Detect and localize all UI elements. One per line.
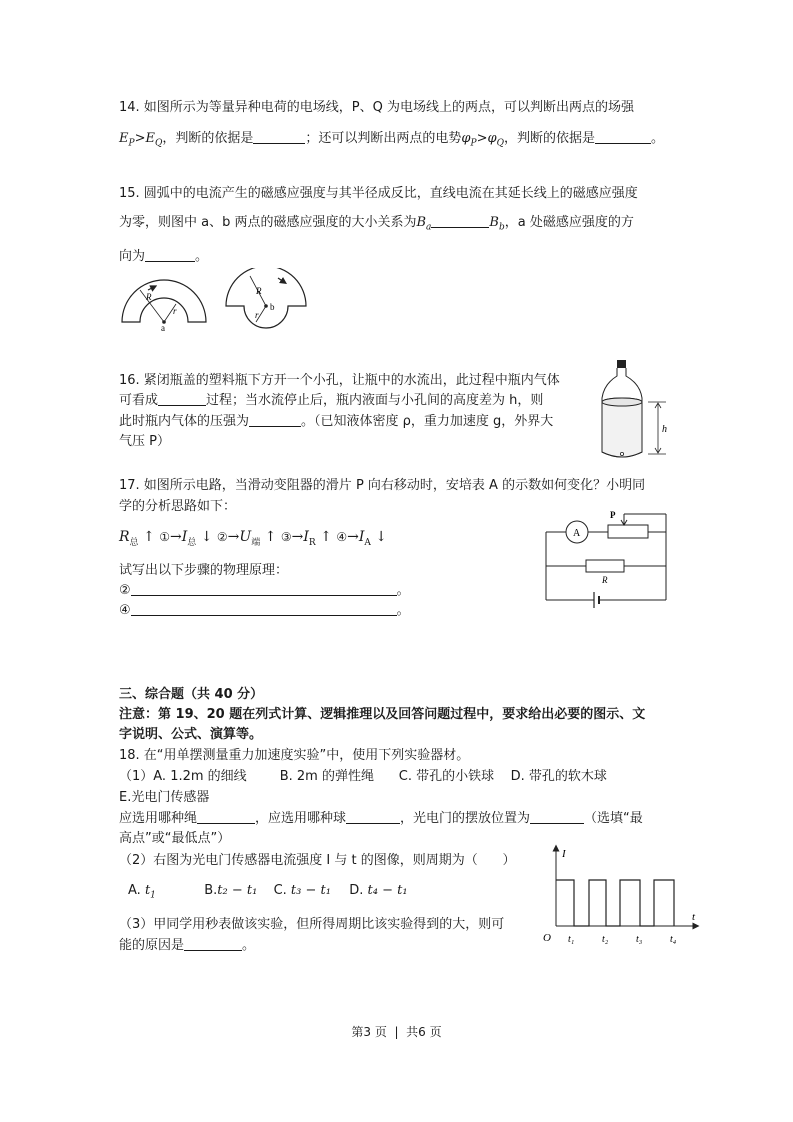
q18-graph-t3: t₃ [636,934,643,945]
q18-line6: （2）右图为光电门传感器电流强度 I 与 t 的图像，则周期为（ ） [119,853,516,868]
q16-bottle-figure [596,358,678,464]
q18-opt-b-label: B. [204,883,218,898]
q18-opt-a-sub: 1 [150,890,156,901]
q15-fig-a-R: R [146,292,152,302]
q14-e-symbol: E [119,131,129,146]
q18-line9 [119,937,255,955]
q18-line2: （1）A. 1.2m 的细线 B. 2m 的弹性绳 C. 带孔的小铁球 D. 带孔的软木球 [119,769,607,784]
q15-b-b: B [489,215,499,230]
section3-note2: 字说明、公式、演算等。 [119,727,263,742]
q18-opt-a-val: t [144,883,151,898]
q18-graph-t: t [692,911,696,923]
q18-options [128,882,408,905]
q15-line1: 15. 圆弧中的电流产生的磁感应强度与其半径成反比，直线电流在其延长线上的磁感应强度 [119,186,638,201]
q18-graph-t4: t₄ [670,934,677,945]
chain-step-3: ③ [280,530,292,544]
chain-i-r: I [303,529,309,545]
q16-line2 [119,392,543,410]
q14-phi-2: φ [487,131,497,146]
chain-r-total: R [119,529,130,545]
chain-i-a-sub: A [364,537,371,548]
q18-opt-a[interactable] [128,883,156,901]
q17-fig-R: R [602,575,608,585]
q16-fig-h: h [662,424,667,435]
chain-i-r-sub: R [308,537,316,548]
q18-line4 [119,810,643,828]
q17-step2-label: ② [119,583,131,598]
q15-b-a-sub: a [426,222,432,233]
chain-arrow-up-2: ↑ [264,529,277,545]
q16-line4: 气压 P） [119,434,170,449]
chain-i-total-sub: 总 [187,537,197,548]
q18-blank-reason[interactable] [184,937,242,951]
q14-phi-p-sub: P [470,138,477,149]
q16-blank-1[interactable] [158,392,206,406]
chain-u-end: U [239,529,252,545]
q15-fig-b-R: R [256,286,262,296]
q16-line1: 16. 紧闭瓶盖的塑料瓶下方开一个小孔，让瓶中的水流出，此过程中瓶内气体 [119,373,560,388]
q18-graph-O: O [543,932,551,944]
q15-fig-b-r: r [255,310,259,320]
q18-it-graph [540,842,706,946]
q18-opt-d[interactable] [349,883,407,898]
q16-line2a: 可看成 [119,393,159,408]
q15-line2a: 为零，则图中 a、b 两点的磁感应强度的大小关系为 [119,215,417,230]
q18-opt-c-label: C. [273,883,287,898]
q15-line3 [119,248,208,266]
q18-graph-t1: t₁ [568,934,575,945]
q18-end: 。 [242,938,256,953]
q16-line3a: 此时瓶内气体的压强为 [119,414,250,429]
q16-line2b: 过程；当水流停止后，瓶内液面与小孔间的高度差为 h，则 [206,393,544,408]
q18-graph-t2: t₂ [602,934,609,945]
q17-line4: 试写出以下步骤的物理原理： [119,563,289,578]
q14-end: 。 [650,131,664,146]
chain-r-total-sub: 总 [129,537,139,548]
q14-gt: > [134,131,146,146]
q18-opt-d-val: t₄ − t₁ [367,883,408,898]
chain-arrow-down-1: ↓ [200,529,213,545]
q18-graph-I: I [562,848,566,860]
chain-i-a: I [358,529,365,545]
q18-line3: E.光电门传感器 [119,790,210,805]
page-footer: 第3 页 | 共6 页 [351,1025,442,1039]
chain-step-4: ④ [336,530,348,544]
q16-line3 [119,413,553,431]
q17-step4-blank[interactable] [131,602,397,616]
q15-b-a: B [416,215,427,230]
q17-step2-line [119,582,410,600]
q14-blank-2[interactable] [595,130,651,144]
q14-gt-2: > [476,131,488,146]
q15-fig-a-label: a [161,323,165,332]
q15-end: 。 [195,249,209,264]
q15-fig-b-label: b [270,302,275,312]
q18-blank-position[interactable] [530,810,584,824]
q17-fig-P: P [610,510,616,520]
q18-line9a: 能的原因是 [119,938,185,953]
q18-line4a: 应选用哪种绳 [119,811,198,826]
q14-phi-1: φ [461,131,471,146]
q18-opt-d-label: D. [349,883,364,898]
q17-circuit-figure [540,506,672,610]
q14-text-3: ，判断的依据是 [503,131,595,146]
q17-line1: 17. 如图所示电路，当滑动变阻器的滑片 P 向右移动时，安培表 A 的示数如何变化？小明同 [119,478,646,493]
section3-title: 三、综合题（共 40 分） [119,687,264,702]
q15-line3a: 向为 [119,249,146,264]
q14-phi-q-sub: Q [496,138,504,149]
q17-step4-label: ④ [119,603,131,618]
q14-line2 [119,130,664,153]
q15-b-b-sub: b [498,222,505,233]
q18-line4d: （选填“最 [584,811,643,826]
q17-fig-A: A [573,528,581,539]
q18-line5: 高点”或“最低点”） [119,831,231,846]
q17-step4-end: 。 [396,603,410,618]
q18-opt-c-val: t₃ − t₁ [290,883,331,898]
q18-opt-a-label: A. [128,883,141,898]
section3-note1: 注意：第 19、20 题在列式计算、逻辑推理以及回答问题过程中，要求给出必要的图示、文 [119,707,646,722]
q15-blank-1[interactable] [431,214,489,228]
chain-arrow-up-3: ↑ [320,529,332,545]
q18-line8: （3）甲同学用秒表做该实验，但所得周期比该实验得到的大，则可 [119,917,505,932]
q17-chain: $R_总$ ↑ $①\to I_总$ ↓ $②\to U_端$ ↑ $③\to I_R$ ↑ $④\to I_A$ ↓ [119,529,388,548]
chain-u-end-sub: 端 [251,537,261,548]
chain-arrow-down-2: ↓ [375,529,388,545]
q18-opt-b-val: t₂ − t₁ [217,883,258,898]
chain-step-1: ① [159,530,170,544]
q17-line2: 学的分析思路如下： [119,499,237,514]
q15-figure-b [222,268,310,340]
q14-line1: 14. 如图所示为等量异种电荷的电场线，P、Q 为电场线上的两点，可以判断出两点的场强 [119,100,635,115]
q14-blank-1[interactable] [253,130,305,144]
q18-blank-ball[interactable] [346,810,400,824]
q18-line4b: ，应选用哪种球 [255,811,347,826]
q18-line1: 18. 在“用单摆测量重力加速度实验”中，使用下列实验器材。 [119,748,470,763]
q17-step4-line [119,602,410,620]
q15-figure-a [118,272,210,332]
q14-e-q-sub: Q [154,138,163,149]
q15-line2b: ，a 处磁感应强度的方 [504,215,634,230]
q15-blank-2[interactable] [145,248,195,262]
q15-line2 [119,214,634,237]
q16-blank-2[interactable] [249,413,301,427]
chain-step-2: ② [216,530,228,544]
chain-i-total: I [181,529,188,545]
q14-text-2: ；还可以判断出两点的电势 [305,131,462,146]
q16-line3b: 。（已知液体密度 ρ，重力加速度 g，外界大 [301,414,554,429]
q18-line4c: ，光电门的摆放位置为 [400,811,531,826]
q17-step2-blank[interactable] [131,582,397,596]
q17-step2-end: 。 [396,583,410,598]
q14-text-1: ，判断的依据是 [162,131,254,146]
q14-e-symbol-2: E [145,131,155,146]
q15-fig-a-r: r [173,306,177,316]
q18-opt-b[interactable] [204,883,257,898]
q18-opt-c[interactable] [274,883,331,898]
chain-arrow-up-1: ↑ [143,529,155,545]
q18-blank-rope[interactable] [197,810,255,824]
q14-e-p-sub: P [128,138,135,149]
